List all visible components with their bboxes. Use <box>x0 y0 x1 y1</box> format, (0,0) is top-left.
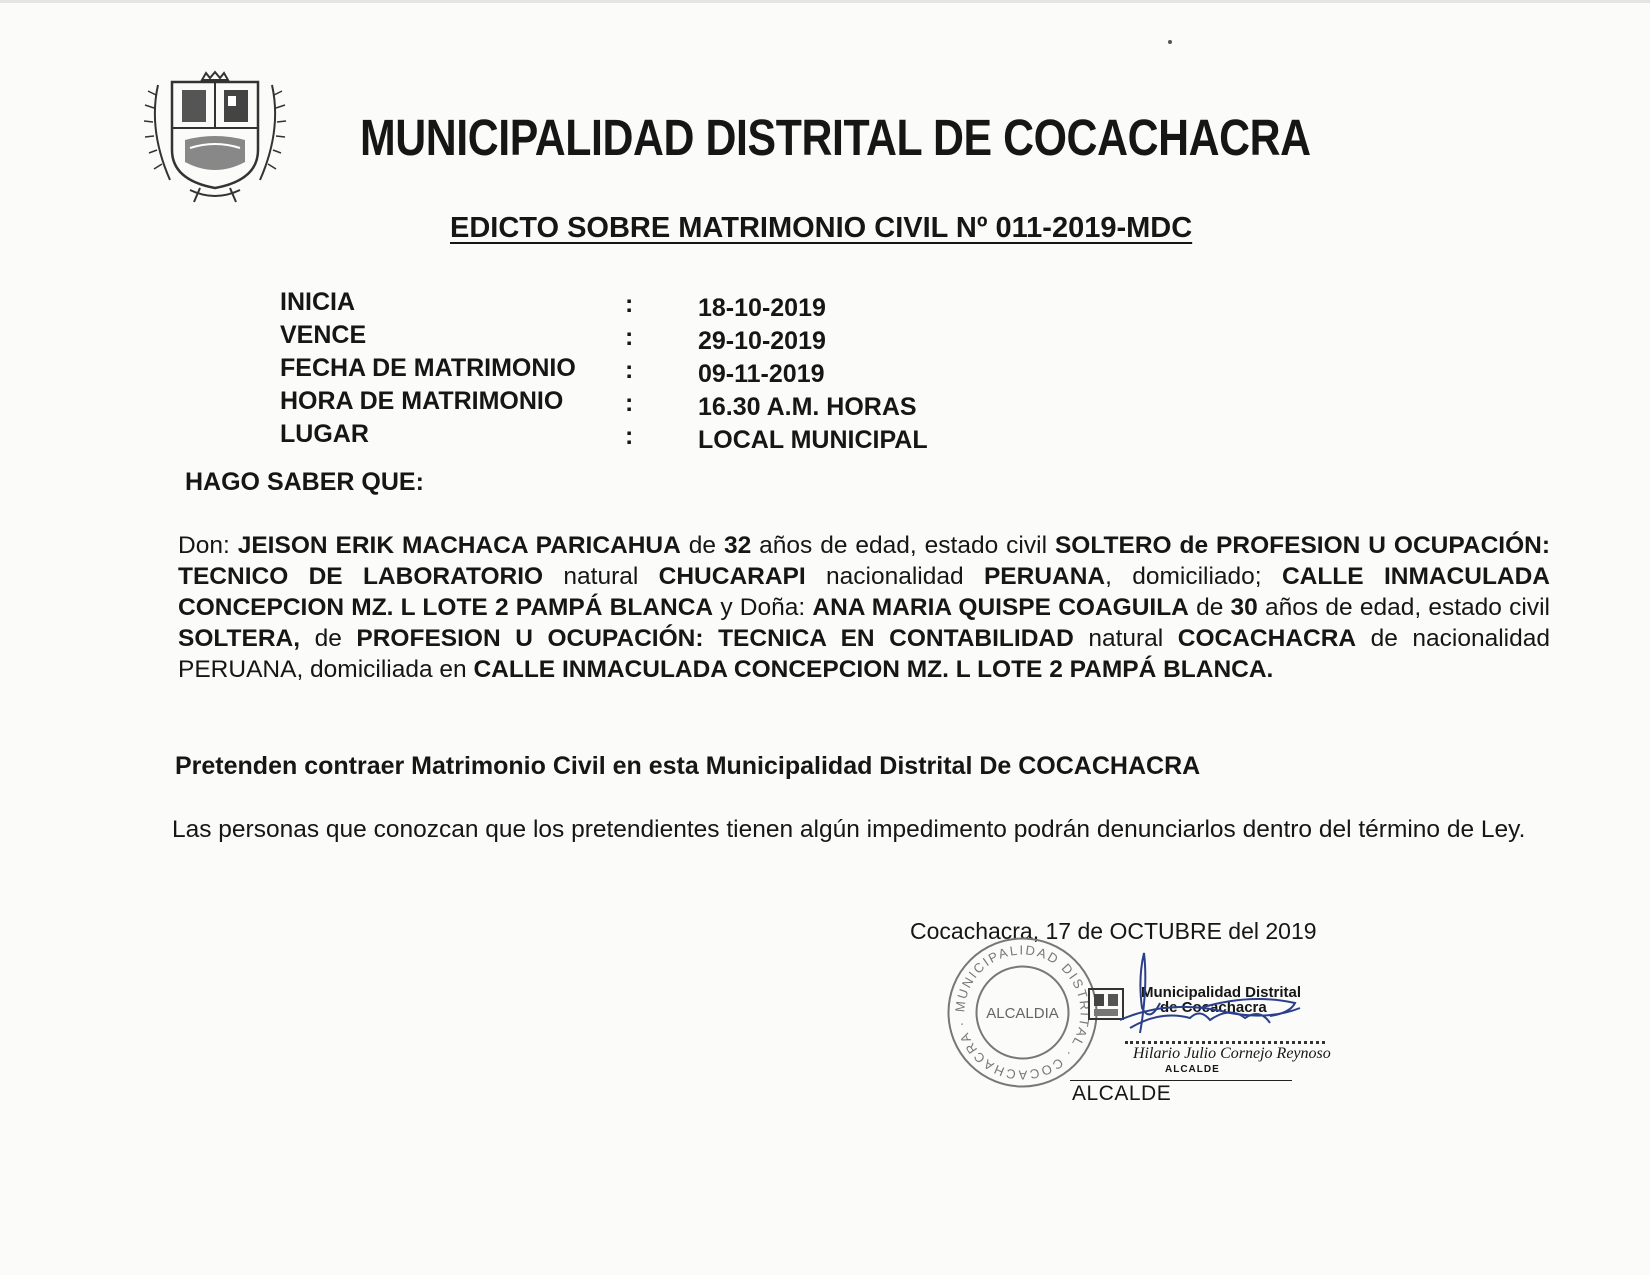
stamp-line2: de Cocachacra <box>1160 999 1267 1016</box>
info-colon: : <box>625 290 634 318</box>
info-colon: : <box>625 356 634 384</box>
objection-notice: Las personas que conozcan que los pretendientes tienen algún impedimento podrán denunciarlos dentro del término de Ley. <box>172 816 1526 843</box>
text: , domiciliado; <box>1105 563 1282 590</box>
groom-age: 32 <box>723 532 752 559</box>
text: años de edad, estado civil <box>751 532 1055 559</box>
info-value: 09-11-2019 <box>698 360 825 388</box>
info-label: HORA DE MATRIMONIO <box>280 387 564 415</box>
info-label: LUGAR <box>280 420 369 448</box>
text: de <box>300 625 357 652</box>
text: Don: <box>178 532 238 559</box>
text: de <box>680 532 724 559</box>
text: de nacionalidad PERUANA, domiciliada en <box>178 625 1551 683</box>
handwritten-signature <box>1080 948 1310 1038</box>
info-colon: : <box>625 422 634 450</box>
mayor-name: Hilario Julio Cornejo Reynoso <box>1133 1045 1331 1062</box>
info-value: 29-10-2019 <box>698 327 826 355</box>
edict-subtitle: EDICTO SOBRE MATRIMONIO CIVIL Nº 011-2019-MDC <box>450 212 1193 244</box>
info-label: FECHA DE MATRIMONIO <box>280 354 576 382</box>
stamp-role: ALCALDE <box>1165 1064 1220 1075</box>
groom-name: JEISON ERIK MACHACA PARICAHUA <box>237 532 681 559</box>
info-value: LOCAL MUNICIPAL <box>698 426 928 454</box>
bride-address: CALLE INMACULADA CONCEPCION MZ. L LOTE 2 PAMPÁ BLANCA. <box>473 656 1274 683</box>
bride-name: ANA MARIA QUISPE COAGUILA <box>812 594 1189 621</box>
municipality-title: MUNICIPALIDAD DISTRITAL DE COCACHACRA <box>360 109 1311 166</box>
info-label: INICIA <box>280 288 355 316</box>
bride-civil-status: SOLTERA, <box>178 625 301 652</box>
text: y Doña: <box>713 594 813 621</box>
scan-edge <box>0 0 1650 3</box>
text: nacionalidad <box>805 563 984 590</box>
intent-statement: Pretenden contraer Matrimonio Civil en esta Municipalidad Distrital De COCACHACRA <box>175 752 1201 780</box>
alcaldia-seal-icon <box>945 935 1100 1090</box>
text: de <box>1188 594 1231 621</box>
info-colon: : <box>625 389 634 417</box>
info-value: 16.30 A.M. HORAS <box>698 393 917 421</box>
info-value: 18-10-2019 <box>698 294 826 322</box>
stamp-line1: Municipalidad Distrital <box>1141 984 1302 1001</box>
municipal-crest-icon <box>140 70 290 205</box>
stamp-dotted-line <box>1125 1041 1325 1044</box>
info-colon: : <box>625 323 634 351</box>
bride-age: 30 <box>1230 594 1258 621</box>
text: natural <box>1073 625 1178 652</box>
groom-origin: CHUCARAPI <box>658 563 806 590</box>
place-date: Cocachacra, 17 de OCTUBRE del 2019 <box>910 918 1317 944</box>
groom-civil-status: SOLTERO de PROFESION U OCUPACIÓN: TECNICO DE LABORATORIO <box>178 532 1551 590</box>
info-label: VENCE <box>280 321 367 349</box>
groom-nationality: PERUANA <box>983 563 1106 590</box>
text: años de edad, estado civil <box>1257 594 1550 621</box>
couple-details-paragraph <box>178 530 1550 685</box>
groom-address: CALLE INMACULADA CONCEPCION MZ. L LOTE 2 PAMPÁ BLANCA <box>178 563 1550 621</box>
hago-saber-heading: HAGO SABER QUE: <box>185 468 424 496</box>
scan-speck <box>1168 40 1172 44</box>
seal-ring-text: MUNICIPALIDAD DISTRITAL · COCACHACRA · <box>952 942 1093 1083</box>
text: natural <box>543 563 659 590</box>
bride-origin: COCACHACRA <box>1177 625 1357 652</box>
seal-center-text: ALCALDIA <box>986 1005 1059 1022</box>
signature-line <box>1070 1080 1292 1081</box>
signatory-title: ALCALDE <box>1072 1082 1172 1105</box>
bride-profession: PROFESION U OCUPACIÓN: TECNICA EN CONTABILIDAD <box>356 625 1074 652</box>
